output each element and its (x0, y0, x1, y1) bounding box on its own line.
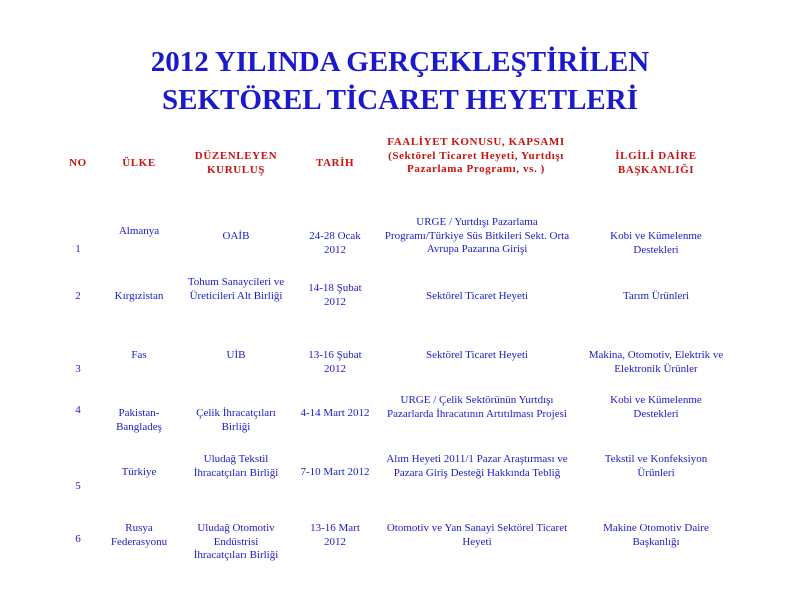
cell-department: Tarım Ürünleri (622, 290, 690, 302)
cell-country: Pakistan-Bangladeş (116, 407, 162, 433)
cell-country: Kırgızistan (114, 290, 164, 302)
cell-date: 4-14 Mart 2012 (300, 407, 370, 419)
cell-organizer: Tohum Sanaycileri ve Üreticileri Alt Birliği (187, 276, 285, 302)
cell-activity: Alım Heyeti 2011/1 Pazar Araştırması ve Pazara Giriş Desteği Hakkında Tebliğ (386, 453, 568, 479)
cell-country: Türkiye (121, 466, 157, 478)
row-number: 5 (75, 480, 81, 492)
cell-department: Kobi ve Kümelenme Destekleri (610, 394, 702, 420)
cell-activity: Sektörel Ticaret Heyeti (425, 290, 529, 302)
header-no: NO (69, 157, 87, 169)
cell-country: Rusya Federasyonu (110, 522, 168, 548)
header-activity: FAALİYET KONUSU, KAPSAMI (Sektörel Ticaret Heyeti, Yurtdışı Pazarlama Programı, vs. ) (387, 136, 565, 175)
cell-country: Almanya (118, 225, 160, 237)
cell-date: 7-10 Mart 2012 (300, 466, 370, 478)
header-date: TARİH (315, 157, 355, 169)
cell-activity: Otomotiv ve Yan Sanayi Sektörel Ticaret Heyeti (386, 522, 568, 548)
header-organizer: DÜZENLEYEN KURULUŞ (194, 150, 278, 176)
page-title-line-1: 2012 YILINDA GERÇEKLEŞTİRİLEN (150, 46, 650, 78)
cell-organizer: Uludağ Tekstil İhracatçıları Birliği (193, 453, 279, 479)
cell-date: 24-28 Ocak 2012 (309, 230, 361, 256)
cell-department: Makine Otomotiv Daire Başkanlığı (603, 522, 709, 548)
header-country: ÜLKE (122, 157, 156, 169)
cell-department: Kobi ve Kümelenme Destekleri (610, 230, 702, 256)
cell-organizer: Uludağ Otomotiv Endüstrisi İhracatçıları Birliği (193, 522, 279, 561)
cell-date: 13-16 Mart 2012 (310, 522, 360, 548)
cell-organizer: OAİB (222, 230, 250, 242)
row-number: 4 (75, 404, 81, 416)
row-number: 6 (75, 533, 81, 545)
cell-activity: URGE / Yurtdışı Pazarlama Programı/Türkiye Süs Bitkileri Sekt. Orta Avrupa Pazarına Girişi (384, 216, 570, 255)
cell-organizer: UİB (226, 349, 246, 361)
row-number: 1 (75, 243, 81, 255)
cell-date: 13-16 Şubat 2012 (308, 349, 362, 375)
cell-department: Tekstil ve Konfeksiyon Ürünleri (604, 453, 708, 479)
row-number: 3 (75, 363, 81, 375)
cell-date: 14-18 Şubat 2012 (308, 282, 362, 308)
row-number: 2 (75, 290, 81, 302)
cell-country: Fas (131, 349, 147, 361)
cell-activity: Sektörel Ticaret Heyeti (425, 349, 529, 361)
page-title-line-2: SEKTÖREL TİCARET HEYETLERİ (162, 84, 638, 116)
header-department: İLGİLİ DAİRE BAŞKANLIĞI (615, 150, 697, 176)
cell-organizer: Çelik İhracatçıları Birliği (196, 407, 276, 433)
cell-activity: URGE / Çelik Sektörünün Yurtdışı Pazarlarda İhracatının Artıtılması Projesi (387, 394, 567, 420)
cell-department: Makina, Otomotiv, Elektrik ve Elektronik Ürünler (588, 349, 724, 375)
